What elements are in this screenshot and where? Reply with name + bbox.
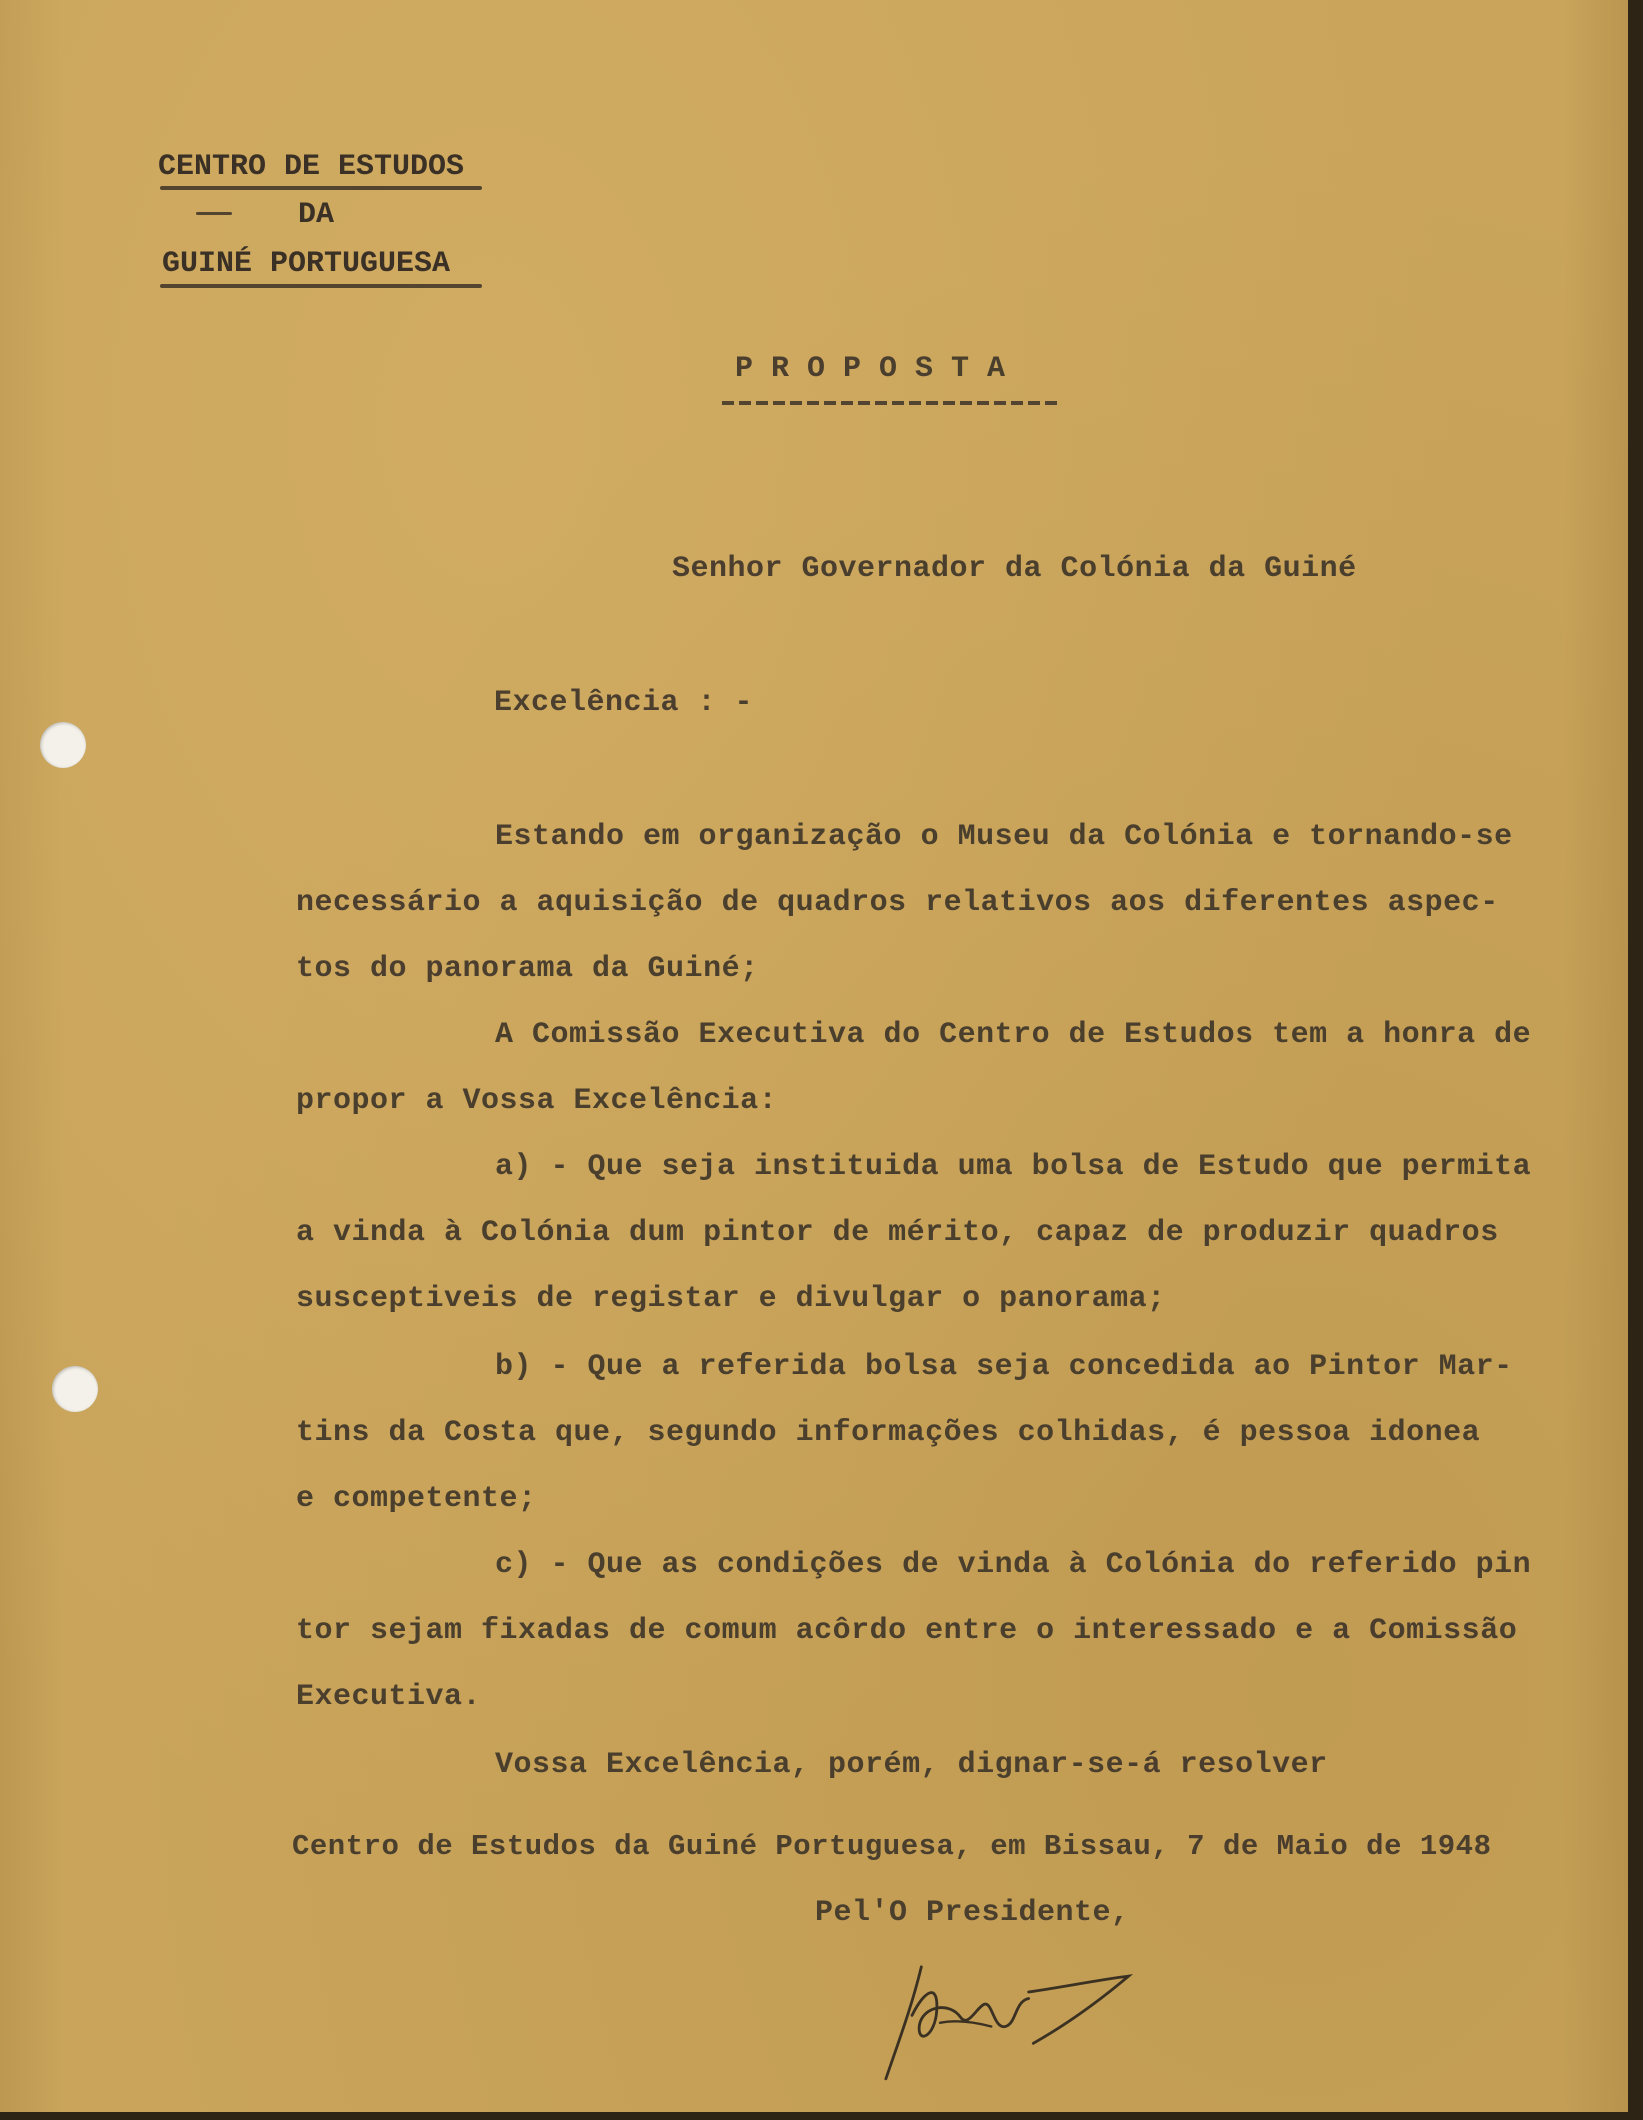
- body-line: tins da Costa que, segundo informações colhidas, é pessoa idonea: [296, 1416, 1481, 1450]
- body-line: necessário a aquisição de quadros relativos aos diferentes aspec-: [296, 886, 1499, 920]
- body-line: Vossa Excelência, porém, dignar-se-á resolver: [495, 1748, 1328, 1782]
- letterhead-rule-2: [160, 284, 482, 288]
- letterhead-line-1: CENTRO DE ESTUDOS: [158, 150, 465, 184]
- scan-edge-right: [1628, 0, 1643, 2120]
- body-line: A Comissão Executiva do Centro de Estudos tem a honra de: [495, 1018, 1532, 1052]
- body-line: c) - Que as condições de vinda à Colónia do referido pin: [495, 1548, 1532, 1582]
- body-line: b) - Que a referida bolsa seja concedida ao Pintor Mar-: [495, 1350, 1513, 1384]
- body-line: Executiva.: [296, 1680, 482, 1714]
- body-line: propor a Vossa Excelência:: [296, 1084, 778, 1118]
- body-line: tor sejam fixadas de comum acôrdo entre o interessado e a Comissão: [296, 1614, 1518, 1648]
- document-title: PROPOSTA: [735, 352, 1024, 386]
- letterhead-line-3: GUINÉ PORTUGUESA: [162, 247, 451, 281]
- salutation: Excelência : -: [494, 686, 754, 720]
- signoff: Pel'O Presidente,: [815, 1896, 1130, 1930]
- body-line: a) - Que seja instituida uma bolsa de Estudo que permita: [495, 1150, 1532, 1184]
- title-underline: [722, 401, 1058, 405]
- body-line: a vinda à Colónia dum pintor de mérito, capaz de produzir quadros: [296, 1216, 1499, 1250]
- body-line: Estando em organização o Museu da Colónia e tornando-se: [495, 820, 1513, 854]
- body-line: susceptiveis de registar e divulgar o panorama;: [296, 1282, 1166, 1316]
- punch-hole-top: [40, 722, 86, 768]
- place-date: Centro de Estudos da Guiné Portuguesa, em Bissau, 7 de Maio de 1948: [292, 1830, 1492, 1863]
- scan-edge-bottom: [0, 2112, 1643, 2120]
- body-line: tos do panorama da Guiné;: [296, 952, 759, 986]
- handwritten-signature-icon: [870, 1950, 1150, 2090]
- letterhead-line-2: DA: [298, 198, 335, 232]
- punch-hole-bottom: [52, 1366, 98, 1412]
- letterhead-rule-1: [160, 186, 482, 190]
- letterhead-dash: [196, 212, 232, 215]
- addressee: Senhor Governador da Colónia da Guiné: [672, 552, 1357, 586]
- body-line: e competente;: [296, 1482, 537, 1516]
